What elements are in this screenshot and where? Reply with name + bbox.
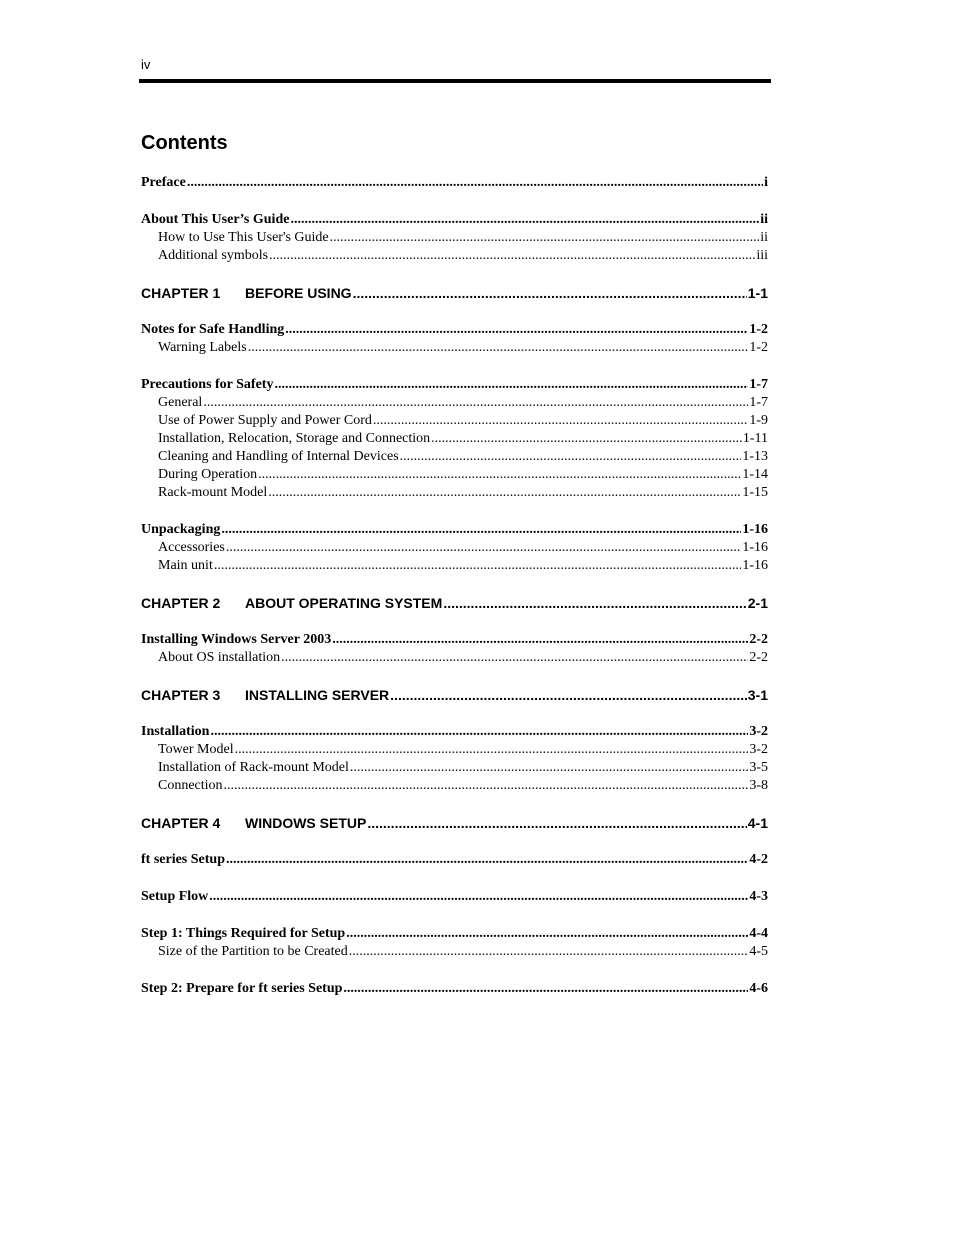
toc-page-number: 1-15 [742,485,768,500]
toc-entry-label: Step 1: Things Required for Setup [141,926,346,941]
toc-subsection-entry[interactable] [141,649,768,667]
toc-entry-label: Size of the Partition to be Created [158,944,348,959]
toc-dot-leader [224,777,749,795]
toc-entry-label: Installation, Relocation, Storage and Connection [158,431,431,446]
toc-dot-leader [209,888,748,906]
toc-chapter-number: CHAPTER 2 [141,595,221,611]
toc-dot-leader [343,980,748,998]
toc-entry-label: Accessories [158,540,225,555]
toc-dot-leader [268,484,741,502]
toc-page-number: 2-2 [749,632,768,647]
toc-page-number: 3-1 [747,687,768,703]
toc-entry-label: Use of Power Supply and Power Cord [158,413,372,428]
toc-dot-leader [258,466,741,484]
toc-section-entry[interactable] [141,174,768,192]
toc-entry-label: Setup Flow [141,889,209,904]
toc-entry-label: Notes for Safe Handling [141,322,285,337]
toc-subsection-entry[interactable] [141,539,768,557]
toc-dot-leader [400,448,742,466]
toc-entry-label: Tower Model [158,742,234,757]
toc-dot-leader [332,631,748,649]
toc-page-number: ii [760,230,768,245]
toc-dot-leader [350,759,748,777]
toc-chapter-entry[interactable] [141,813,768,833]
toc-page-number: 2-1 [747,595,768,611]
toc-page-number: 1-7 [749,395,768,410]
toc-dot-leader [443,593,746,613]
toc-entry-label: About This User’s Guide [141,212,290,227]
toc-dot-leader [214,557,741,575]
toc-page-number: 1-7 [749,377,768,392]
toc-entry-label: Step 2: Prepare for ft series Setup [141,981,343,996]
toc-entry-label: Installation of Rack-mount Model [158,760,349,775]
toc-chapter-title: INSTALLING SERVER [245,687,390,703]
toc-page-number: 3-8 [749,778,768,793]
page-number: iv [141,57,151,72]
toc-dot-leader [203,394,748,412]
toc-page-number: 1-9 [749,413,768,428]
toc-chapter-entry[interactable] [141,685,768,705]
toc-entry-label: Unpackaging [141,522,221,537]
toc-dot-leader [330,229,760,247]
toc-section-entry[interactable] [141,376,768,394]
toc-dot-leader [290,211,759,229]
toc-page-number: 4-3 [749,889,768,904]
toc-page-number: 4-4 [749,926,768,941]
toc-section-entry[interactable] [141,631,768,649]
toc-page-number: 3-5 [749,760,768,775]
toc-dot-leader [269,247,755,265]
toc-subsection-entry[interactable] [141,229,768,247]
toc-entry-label: Warning Labels [158,340,247,355]
toc-entry-label: During Operation [158,467,258,482]
toc-page-number: 1-16 [742,522,768,537]
toc-subsection-entry[interactable] [141,777,768,795]
toc-entry-label [141,593,442,613]
toc-page-number: ii [760,212,768,227]
toc-section-entry[interactable] [141,321,768,339]
toc-spacer [141,192,768,211]
toc-spacer [141,961,768,980]
toc-dot-leader [390,685,747,705]
toc-section-entry[interactable] [141,723,768,741]
toc-section-entry[interactable] [141,980,768,998]
toc-dot-leader [235,741,749,759]
toc-entry-label: Additional symbols [158,248,269,263]
toc-page-number: 1-11 [742,431,768,446]
toc-page-number: iii [756,248,768,263]
toc-page-number: 3-2 [749,724,768,739]
toc-subsection-entry[interactable] [141,412,768,430]
toc-section-entry[interactable] [141,888,768,906]
toc-chapter-number: CHAPTER 3 [141,687,221,703]
toc-page-number: 1-16 [742,558,768,573]
toc-entry-label: How to Use This User's Guide [158,230,329,245]
table-of-contents [141,174,768,998]
toc-page-number: 3-2 [749,742,768,757]
toc-chapter-entry[interactable] [141,283,768,303]
toc-subsection-entry[interactable] [141,339,768,357]
toc-chapter-entry[interactable] [141,593,768,613]
toc-dot-leader [226,851,748,869]
toc-dot-leader [187,174,763,192]
toc-page-number: 4-5 [749,944,768,959]
toc-section-entry[interactable] [141,521,768,539]
toc-chapter-number: CHAPTER 1 [141,285,221,301]
toc-chapter-title: WINDOWS SETUP [245,815,367,831]
header-rule [139,79,771,83]
toc-spacer [141,906,768,925]
toc-spacer [141,357,768,376]
toc-subsection-entry[interactable] [141,484,768,502]
toc-page-number: 1-2 [749,340,768,355]
toc-entry-label [141,813,366,833]
toc-page-number: i [764,175,768,190]
toc-section-entry[interactable] [141,851,768,869]
toc-section-entry[interactable] [141,211,768,229]
toc-dot-leader [367,813,746,833]
toc-spacer [141,869,768,888]
toc-subsection-entry[interactable] [141,759,768,777]
toc-dot-leader [346,925,748,943]
toc-dot-leader [353,283,747,303]
toc-spacer [141,613,768,631]
toc-page-number: 1-16 [742,540,768,555]
toc-page-number: 1-1 [747,285,768,301]
toc-subsection-entry[interactable] [141,943,768,961]
toc-page-number: 4-1 [747,815,768,831]
toc-chapter-title: BEFORE USING [245,285,352,301]
toc-dot-leader [210,723,748,741]
toc-dot-leader [349,943,749,961]
toc-entry-label [141,283,352,303]
toc-dot-leader [431,430,742,448]
toc-page-number: 4-2 [749,852,768,867]
toc-entry-label: General [158,395,203,410]
toc-entry-label: Connection [158,778,223,793]
toc-chapter-title: ABOUT OPERATING SYSTEM [245,595,443,611]
toc-chapter-number: CHAPTER 4 [141,815,221,831]
toc-subsection-entry[interactable] [141,394,768,412]
toc-entry-label: Installation [141,724,210,739]
toc-page-number: 1-13 [742,449,768,464]
toc-dot-leader [221,521,741,539]
toc-subsection-entry[interactable] [141,448,768,466]
toc-spacer [141,502,768,521]
toc-page-number: 1-2 [749,322,768,337]
toc-subsection-entry[interactable] [141,430,768,448]
toc-spacer [141,705,768,723]
toc-spacer [141,265,768,283]
toc-entry-label: Preface [141,175,186,190]
toc-entry-label: Rack-mount Model [158,485,268,500]
toc-spacer [141,303,768,321]
toc-page-number: 4-6 [749,981,768,996]
toc-subsection-entry[interactable] [141,466,768,484]
toc-dot-leader [274,376,748,394]
toc-subsection-entry[interactable] [141,741,768,759]
toc-dot-leader [373,412,748,430]
toc-spacer [141,795,768,813]
toc-spacer [141,833,768,851]
toc-subsection-entry[interactable] [141,557,768,575]
toc-page-number: 1-14 [742,467,768,482]
toc-entry-label [141,685,389,705]
toc-dot-leader [226,539,741,557]
toc-dot-leader [248,339,749,357]
toc-page-number: 2-2 [749,650,768,665]
toc-entry-label: ft series Setup [141,852,225,867]
toc-entry-label: Installing Windows Server 2003 [141,632,332,647]
toc-subsection-entry[interactable] [141,247,768,265]
page-title: Contents [141,132,228,154]
toc-entry-label: Cleaning and Handling of Internal Devices [158,449,399,464]
toc-entry-label: About OS installation [158,650,281,665]
toc-entry-label: Main unit [158,558,213,573]
toc-section-entry[interactable] [141,925,768,943]
toc-spacer [141,667,768,685]
toc-dot-leader [281,649,748,667]
toc-dot-leader [285,321,748,339]
toc-spacer [141,575,768,593]
toc-entry-label: Precautions for Safety [141,377,274,392]
